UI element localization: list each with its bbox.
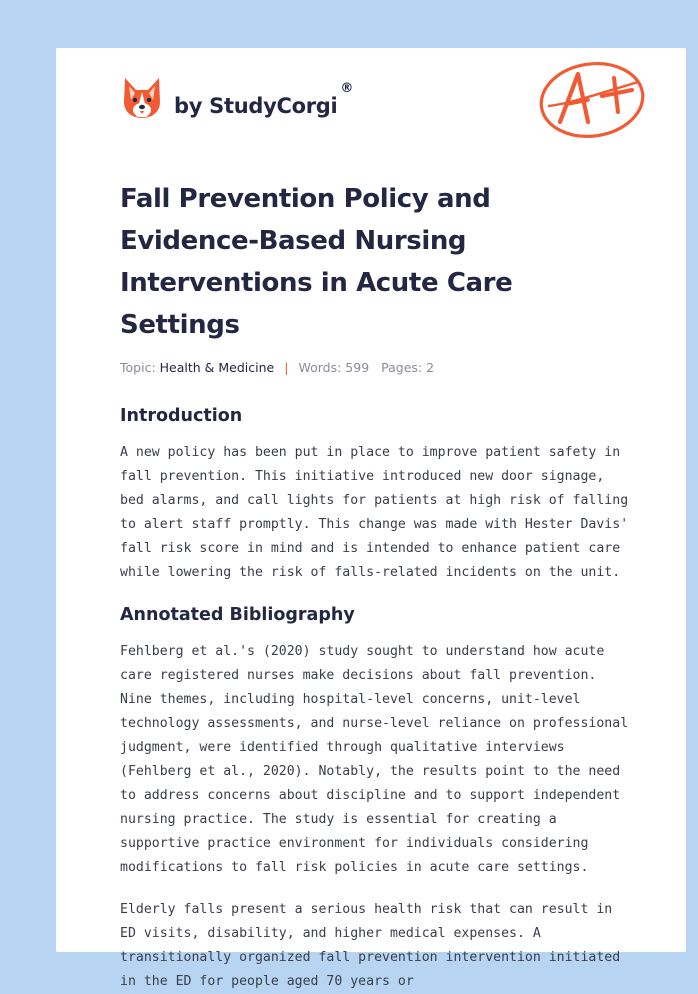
topic-link[interactable]: Health & Medicine bbox=[159, 360, 275, 375]
paragraph-fehlberg-study: Fehlberg et al.'s (2020) study sought to understand how acute care registered nurses make decisions about fall prevention. Nine themes, including hospital-level concerns, unit-level technology assessments, and nurse-level reliance on professional judgment, were identified through qualitative interviews (Fehlberg et al., 2020). Notably, the results point to the need to address concerns about discipline and to support independent nursing practice. The study is essential for creating a supportive practice environment for individuals considering modifications to fall risk policies in acute care settings. bbox=[120, 644, 629, 875]
document-meta bbox=[120, 358, 630, 378]
grade-a-plus-stamp bbox=[538, 60, 648, 140]
studycorgi-logo[interactable] bbox=[122, 74, 353, 122]
pages-value: 2 bbox=[426, 360, 435, 375]
topic-label: Topic: bbox=[120, 360, 156, 375]
words-value: 599 bbox=[345, 360, 370, 375]
registered-mark: ® bbox=[340, 80, 354, 96]
document-content bbox=[120, 178, 630, 994]
section-heading-annotated-bibliography: Annotated Bibliography bbox=[120, 605, 355, 625]
document-page bbox=[56, 48, 686, 989]
logo-text: by StudyCorgi bbox=[174, 94, 338, 118]
paragraph-introduction: A new policy has been put in place to improve patient safety in fall prevention. This initiative introduced new door signage, bed alarms, and call lights for patients at high risk of falling to alert staff promptly. This change was made with Hester Davis' fall risk score in mind and is intended to enhance patient care while lowering the risk of falls-related incidents on the unit. bbox=[120, 445, 629, 580]
section-heading-introduction: Introduction bbox=[120, 406, 243, 426]
words-label: Words: bbox=[298, 360, 342, 375]
document-title: Fall Prevention Policy and Evidence-Based Nursing Interventions in Acute Care Settings bbox=[120, 184, 513, 340]
pages-label: Pages: bbox=[381, 360, 423, 375]
corgi-icon bbox=[122, 76, 162, 120]
meta-separator: | bbox=[284, 360, 289, 375]
paragraph-elderly-falls: Elderly falls present a serious health risk that can result in ED visits, disability, and higher medical expenses. A transitionally organized fall prevention intervention initiated in the ED for people aged 70 years or bbox=[120, 902, 621, 989]
